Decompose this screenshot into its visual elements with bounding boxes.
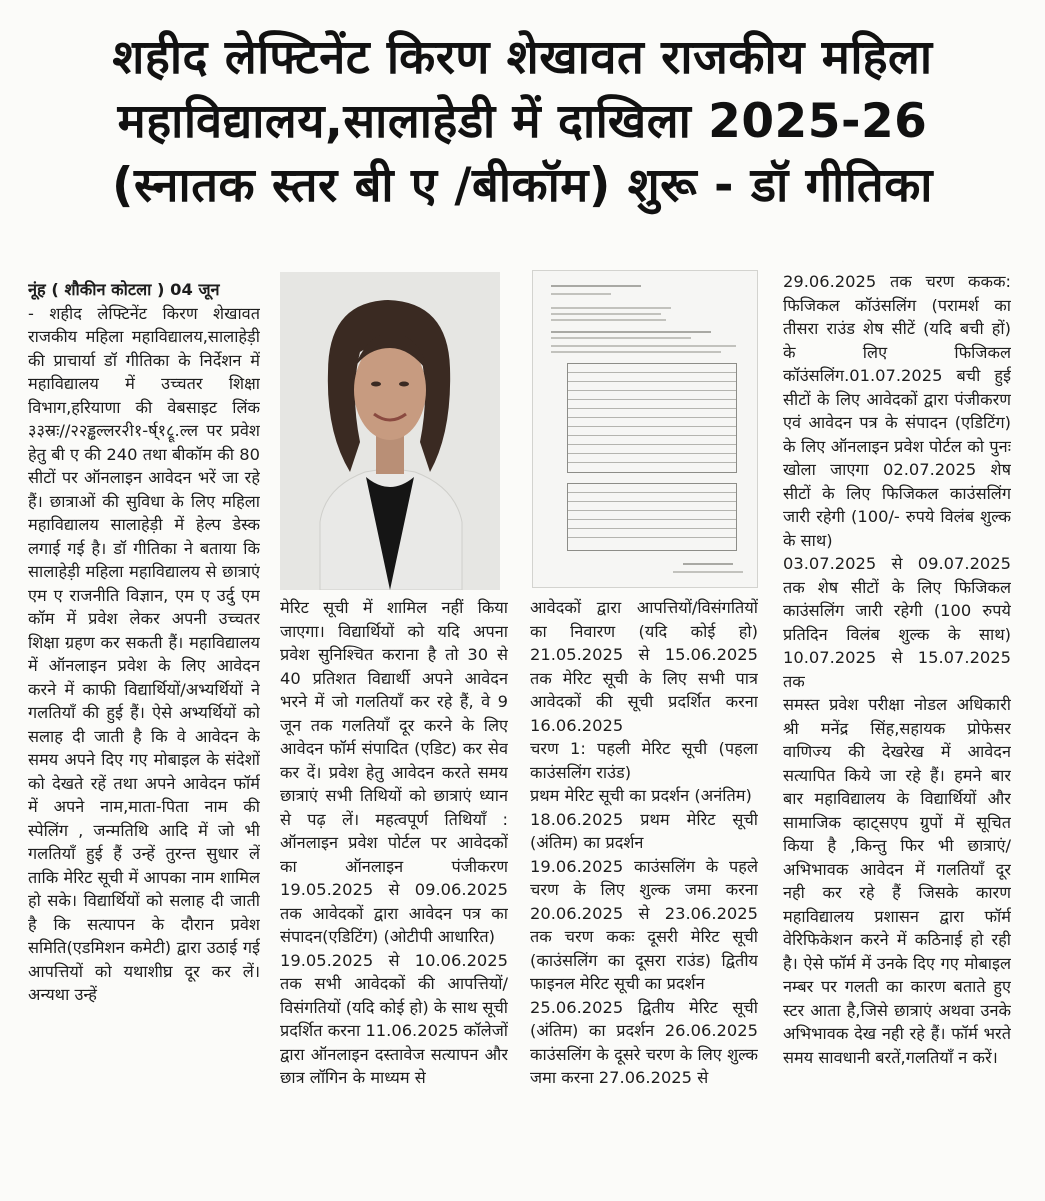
col3-paragraph-4: 18.06.2025 प्रथम मेरिट सूची (अंतिम) का प्रदर्शन <box>530 809 758 852</box>
headline <box>20 26 1025 218</box>
col3-paragraph-3: प्रथम मेरिट सूची का प्रदर्शन (अनंतिम) <box>530 786 752 805</box>
col4-paragraph-3: समस्त प्रवेश परीक्षा नोडल अधिकारी श्री मनेंद्र सिंह,सहायक प्रोफेसर वाणिज्य की देखरेख में आवेदन सत्यापित किये जा रहे हैं। हमने बार बार महाविद्यालय के विद्यार्थियों और सामाजिक व्हाट्सएप ग्रुपों में सूचित किया है ,किन्तु फिर भी छात्राएं/अभिभावक आवेदन में गलतियाँ दूर नही कर रहे हैं जिसके कारण महाविद्यालय प्रशासन द्वारा फॉर्म वेरिफिकेशन करने में कठिनाई हो रही है। ऐसे फॉर्म में उनके दिए गए मोबाइल नम्बर पर गलती का कारण बताते हुए स्टर आता है,जिसे छात्राएं अथवा उनके अभिभावक देख नही रहे हैं। फॉर्म भरते समय सावधानी बरतें,गलतियाँ न करें। <box>783 695 1011 1067</box>
dateline: नूंह ( शौकीन कोटला ) 04 जून <box>28 280 220 299</box>
col4-paragraph-1: 29.06.2025 तक चरण ककक: फिजिकल कॉउंसलिंग (परामर्श का तीसरा राउंड शेष सीटें (यदि बची हों) के लिए फिजिकल कॉउंसलिंग.01.07.2025 बची हुई सीटों के लिए आवेदकों द्वारा पंजीकरण एवं आवेदन पत्र के संपादन (एडिटिंग) के लिए ऑनलाइन प्रवेश पोर्टल को पुनः खोला जाएगा 02.07.2025 शेष सीटों के लिए फिजिकल काउंसलिंग जारी रहेगी (100/- रुपये विलंब शुल्क के साथ) <box>783 272 1011 550</box>
headline-line-3: (स्नातक स्तर बी ए /बीकॉम) शुरू - डॉ गीतिका <box>112 158 933 213</box>
article-column-4 <box>783 270 1011 1193</box>
portrait-illustration-icon <box>280 272 500 590</box>
article-column-2 <box>280 596 508 1193</box>
headline-line-1: शहीद लेफ्टिनेंट किरण शेखावत राजकीय महिला <box>112 30 933 85</box>
principal-portrait-icon <box>280 272 500 590</box>
col4-paragraph-2: 03.07.2025 से 09.07.2025 तक शेष सीटों के लिए फिजिकल काउंसलिंग जारी रहेगी (100 रुपये प्रतिदिन विलंब शुल्क के साथ) 10.07.2025 से 15.07.2025 तक <box>783 554 1011 691</box>
headline-line-2: महाविद्यालय,सालाहेडी में दाखिला 2025-26 <box>117 94 928 149</box>
col3-paragraph-6: 25.06.2025 द्वितीय मेरिट सूची (अंतिम) का प्रदर्शन 26.06.2025 काउंसलिंग के दूसरे चरण के लिए शुल्क जमा करना 27.06.2025 से <box>530 997 758 1087</box>
col3-paragraph-5: 19.06.2025 काउंसलिंग के पहले चरण के लिए शुल्क जमा करना 20.06.2025 से 23.06.2025 तक चरण ककः दूसरी मेरिट सूची (काउंसलिंग का दूसरा राउंड) द्वितीय फाइनल मेरिट सूची का प्रदर्शन <box>530 856 758 993</box>
col3-paragraph-1: आवेदकों द्वारा आपत्तियों/विसंगतियों का निवारण (यदि कोई हो) 21.05.2025 से 15.06.2025 तक मेरिट सूची के लिए सभी पात्र आवेदकों की सूची प्रदर्शित करना 16.06.2025 <box>530 598 758 735</box>
col3-paragraph-2: चरण 1: पहली मेरिट सूची (पहला काउंसलिंग राउंड) <box>530 739 758 782</box>
col2-paragraph-1: मेरिट सूची में शामिल नहीं किया जाएगा। विद्यार्थियों को यदि अपना प्रवेश सुनिश्चित कराना है तो 30 से 40 प्रतिशत विद्यार्थी अपने आवेदन भरने में जो गलतियाँ कर रहे हैं, वे 9 जून तक गलतियाँ दूर करने के लिए आवेदन फॉर्म संपादित (एडिट) कर सेव कर दें। प्रवेश हेतु आवेदन करते समय छात्राएं सभी तिथियों को छात्राएं ध्यान से पढ़ लें। महत्वपूर्ण तिथियाँ : ऑनलाइन प्रवेश पोर्टल पर आवेदकों का ऑनलाइन पंजीकरण 19.05.2025 से 09.06.2025 तक आवेदकों द्वारा आवेदन पत्र का संपादन(एडिटिंग) (ओटीपी आधारित) <box>280 598 508 946</box>
article-column-3 <box>530 596 758 1193</box>
admission-schedule-document-icon <box>532 270 758 588</box>
article-column-1 <box>28 278 260 1193</box>
col1-paragraph: - शहीद लेफ्टिनेंट किरण शेखावत राजकीय महिला महाविद्यालय,सालाहेड़ी की प्राचार्या डॉ गीतिका के निर्देशन में महाविद्यालय में उच्चतर शिक्षा विभाग,हरियाणा की वेबसाइट लिंक ३३स्रः//२२ड्ढल्लर२ी१-र्ष्१८्रू.ल्ल पर प्रवेश हेतु बी ए की 240 तथा बीकॉम की 80 सीटों पर ऑनलाइन आवेदन भरें जा रहे हैं। छात्राओं की सुविधा के लिए महिला महाविद्यालय सालाहेड़ी में हेल्प डेस्क लगाई गई है। डॉ गीतिका ने बताया कि सालाहेड़ी महिला महाविद्यालय से छात्राएं एम ए राजनीति विज्ञान, एम ए उर्दु एम कॉम में प्रवेश लेकर अपनी उच्चतर शिक्षा ग्रहण कर सकती हैं। महाविद्यालय में ऑनलाइन प्रवेश के लिए आवेदन करने में काफी विद्यार्थियों/अभ्यर्थियों ने गलतियाँ की हुई हैं। ऐसे अभ्यर्थियों को सलाह दी जाती है कि वे आवेदन के समय अपने दिए गए मोबाइल के संदेशों को देखते रहें तथा अपने आवेदन फॉर्म में अपने नाम,माता-पिता नाम की स्पेलिंग , जन्मतिथि आदि में जो भी गलतियाँ हुई हैं उन्हें तुरन्त सुधार लें ताकि मेरिट सूची में आपका नाम शामिल हो सके। विद्यार्थियों को सलाह दी जाती है कि सत्यापन के दौरान प्रवेश समिति(एडमिशन कमेटी) द्वारा उठाई गई आपत्तियों को यथाशीघ्र दूर कर लें। अन्यथा उन्हें <box>28 303 260 1004</box>
col2-paragraph-2: 19.05.2025 से 10.06.2025 तक सभी आवेदकों की आपत्तियों/विसंगतियों (यदि कोई हो) के साथ सूची प्रदर्शित करना 11.06.2025 कॉलेजों द्वारा ऑनलाइन दस्तावेज सत्यापन और छात्र लॉगिन के माध्यम से <box>280 950 508 1087</box>
